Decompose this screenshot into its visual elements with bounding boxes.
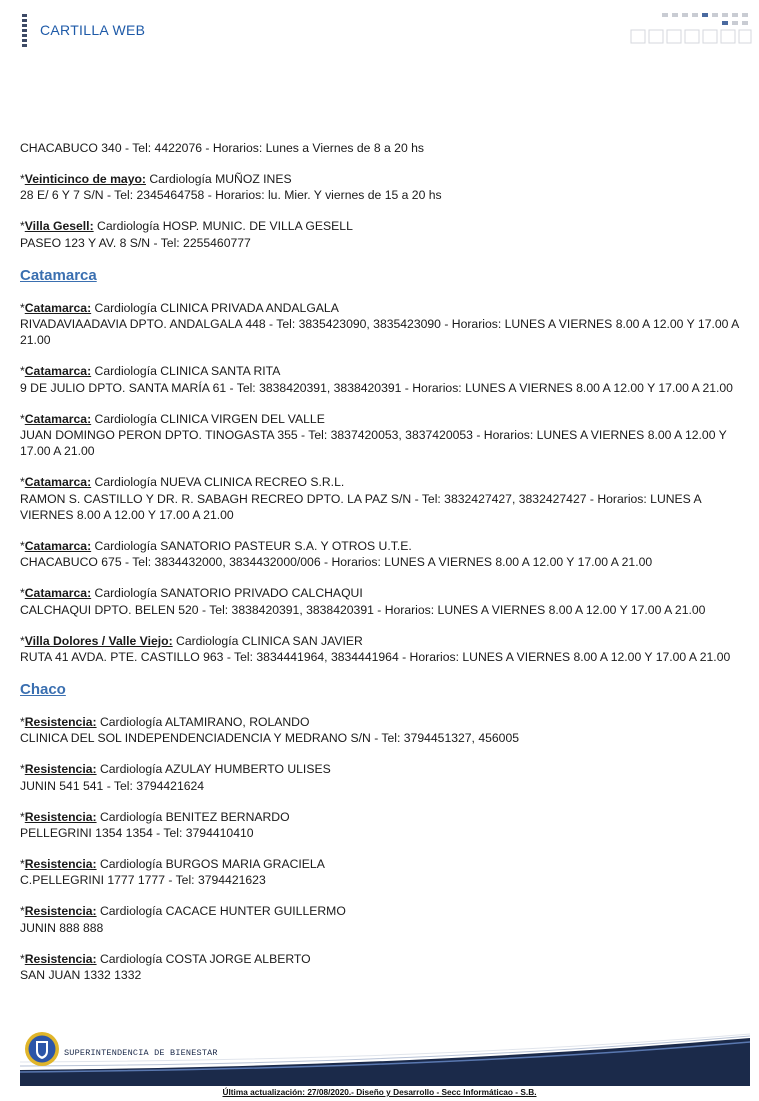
provider-name: Cardiología MUÑOZ INES: [149, 171, 292, 186]
provider-address: C.PELLEGRINI 1777 1777 - Tel: 3794421623: [20, 873, 266, 888]
section-heading-catamarca: Catamarca: [20, 266, 97, 284]
provider-entry: *Resistencia: Cardiología ALTAMIRANO, ROLANDO CLINICA DEL SOL INDEPENDENCIADENCIA Y MEDRANO S/N - Tel: 3794451327, 456005: [20, 714, 745, 747]
provider-name: Cardiología AZULAY HUMBERTO ULISES: [99, 762, 331, 777]
header-grid-decoration: [630, 12, 752, 46]
provider-locality: Resistencia:: [24, 714, 97, 729]
provider-entry: *Catamarca: Cardiología NUEVA CLINICA RECREO S.R.L. RAMON S. CASTILLO Y DR. R. SABAGH RECREO DPTO. LA PAZ S/N - Tel: 3832427427, 3832427427 - Horarios: LUNES A VIERNES 8.00 A 12.00 Y 17.00 A 21.00: [20, 474, 745, 523]
page-footer: [0, 1028, 759, 1101]
provider-name: Cardiología ALTAMIRANO, ROLANDO: [99, 714, 310, 729]
provider-address: CHACABUCO 340 - Tel: 4422076 - Horarios: Lunes a Viernes de 8 a 20 hs: [20, 141, 424, 155]
provider-entry: *Catamarca: Cardiología CLINICA PRIVADA ANDALGALA RIVADAVIAADAVIA DPTO. ANDALGALA 448 - Tel: 3835423090, 3835423090 - Horarios: LUNES A VIERNES 8.00 A 12.00 Y 17.00 A 21.00: [20, 300, 745, 349]
provider-locality: Catamarca:: [24, 539, 92, 553]
provider-name: Cardiología COSTA JORGE ALBERTO: [99, 951, 311, 966]
footer-update-note: Última actualización: 27/08/2020.- Diseño y Desarrollo - Secc Informáticao - S.B.: [222, 1087, 537, 1097]
provider-address: RUTA 41 AVDA. PTE. CASTILLO 963 - Tel: 3834441964, 3834441964 - Horarios: LUNES A VIERNES 8.00 A 12.00 Y 17.00 A 21.00: [20, 650, 731, 665]
provider-address: CALCHAQUI DPTO. BELEN 520 - Tel: 3838420391, 3838420391 - Horarios: LUNES A VIERNES 8.00 A 12.00 Y 17.00 A 21.00: [20, 602, 706, 617]
page-header: [0, 0, 759, 60]
provider-address: PASEO 123 Y AV. 8 S/N - Tel: 2255460777: [20, 235, 251, 250]
provider-locality: Catamarca:: [24, 586, 92, 601]
provider-locality: Resistencia:: [24, 809, 97, 824]
footer-organization: SUPERINTENDENCIA DE BIENESTAR: [64, 1048, 218, 1058]
provider-address: RAMON S. CASTILLO Y DR. R. SABAGH RECREO DPTO. LA PAZ S/N - Tel: 3832427427, 3832427427 - Horarios: LUNES A VIERNES 8.00 A 12.00 Y 17.00 A 21.00: [20, 491, 701, 523]
provider-entry: *Resistencia: Cardiología CACACE HUNTER GUILLERMO JUNIN 888 888: [20, 903, 745, 936]
provider-locality: Catamarca:: [24, 475, 92, 490]
provider-entry: *Resistencia: Cardiología BENITEZ BERNARDO PELLEGRINI 1354 1354 - Tel: 3794410410: [20, 809, 745, 842]
provider-name: Cardiología CACACE HUNTER GUILLERMO: [99, 904, 346, 919]
section-heading-chaco: Chaco: [20, 680, 66, 698]
provider-name: Cardiología SANATORIO PRIVADO CALCHAQUI: [94, 586, 363, 601]
provider-name: Cardiología CLINICA PRIVADA ANDALGALA: [94, 300, 339, 315]
provider-entry: *Veinticinco de mayo: Cardiología MUÑOZ INES 28 E/ 6 Y 7 S/N - Tel: 2345464758 - Horarios: lu. Mier. Y viernes de 15 a 20 hs: [20, 171, 745, 204]
provider-directory: [20, 140, 745, 998]
provider-locality: Villa Gesell:: [24, 219, 94, 234]
provider-name: Cardiología SANATORIO PASTEUR S.A. Y OTROS U.T.E.: [94, 539, 412, 553]
provider-locality: Villa Dolores / Valle Viejo:: [24, 633, 173, 648]
provider-locality: Catamarca:: [24, 300, 92, 315]
provider-locality: Resistencia:: [24, 904, 97, 919]
provider-address: JUAN DOMINGO PERON DPTO. TINOGASTA 355 - Tel: 3837420053, 3837420053 - Horarios: LUNES A VIERNES 8.00 A 12.00 Y 17.00 A 21.00: [20, 427, 727, 459]
provider-name: Cardiología CLINICA SANTA RITA: [94, 364, 281, 379]
provider-address: 9 DE JULIO DPTO. SANTA MARÍA 61 - Tel: 3838420391, 3838420391 - Horarios: LUNES A VIERNES 8.00 A 12.00 Y 17.00 A 21.00: [20, 380, 733, 395]
provider-locality: Catamarca:: [24, 411, 92, 426]
provider-entry: *Villa Dolores / Valle Viejo: Cardiología CLINICA SAN JAVIER RUTA 41 AVDA. PTE. CASTILLO 963 - Tel: 3834441964, 3834441964 - Horarios: LUNES A VIERNES 8.00 A 12.00 Y 17.00 A 21.00: [20, 633, 745, 666]
superintendencia-logo: [24, 1031, 60, 1067]
provider-locality: Catamarca:: [24, 364, 92, 379]
provider-name: Cardiología BURGOS MARIA GRACIELA: [99, 856, 325, 871]
provider-address: JUNIN 541 541 - Tel: 3794421624: [20, 778, 205, 793]
provider-name: Cardiología HOSP. MUNIC. DE VILLA GESELL: [97, 219, 353, 234]
provider-entry: *Catamarca: Cardiología CLINICA SANTA RITA 9 DE JULIO DPTO. SANTA MARÍA 61 - Tel: 3838420391, 3838420391 - Horarios: LUNES A VIERNES 8.00 A 12.00 Y 17.00 A 21.00: [20, 363, 745, 396]
provider-address: CHACABUCO 675 - Tel: 3834432000, 3834432000/006 - Horarios: LUNES A VIERNES 8.00 A 12.00 Y 17.00 A 21.00: [20, 555, 653, 570]
provider-entry: *Resistencia: Cardiología AZULAY HUMBERTO ULISES JUNIN 541 541 - Tel: 3794421624: [20, 761, 745, 794]
provider-name: Cardiología CLINICA VIRGEN DEL VALLE: [94, 411, 325, 426]
provider-address: JUNIN 888 888: [20, 920, 104, 935]
provider-entry: *Catamarca: Cardiología CLINICA VIRGEN DEL VALLE JUAN DOMINGO PERON DPTO. TINOGASTA 355 - Tel: 3837420053, 3837420053 - Horarios: LUNES A VIERNES 8.00 A 12.00 Y 17.00 A 21.00: [20, 411, 745, 460]
provider-entry: *Resistencia: Cardiología COSTA JORGE ALBERTO SAN JUAN 1332 1332: [20, 951, 745, 984]
header-bar-icon: [22, 14, 27, 48]
provider-address: SAN JUAN 1332 1332: [20, 967, 142, 982]
provider-entry: [20, 140, 745, 156]
provider-address: 28 E/ 6 Y 7 S/N - Tel: 2345464758 - Horarios: lu. Mier. Y viernes de 15 a 20 hs: [20, 188, 442, 203]
provider-name: Cardiología NUEVA CLINICA RECREO S.R.L.: [94, 475, 345, 490]
provider-locality: Veinticinco de mayo:: [24, 171, 146, 186]
provider-address: PELLEGRINI 1354 1354 - Tel: 3794410410: [20, 825, 254, 840]
provider-address: RIVADAVIAADAVIA DPTO. ANDALGALA 448 - Tel: 3835423090, 3835423090 - Horarios: LUNES A VIERNES 8.00 A 12.00 Y 17.00 A 21.00: [20, 316, 739, 348]
provider-name: Cardiología BENITEZ BERNARDO: [99, 809, 290, 824]
provider-locality: Resistencia:: [24, 951, 97, 966]
provider-entry: *Villa Gesell: Cardiología HOSP. MUNIC. DE VILLA GESELL PASEO 123 Y AV. 8 S/N - Tel: 2255460777: [20, 218, 745, 251]
provider-entry: *Resistencia: Cardiología BURGOS MARIA GRACIELA C.PELLEGRINI 1777 1777 - Tel: 3794421623: [20, 856, 745, 889]
provider-entry: *Catamarca: Cardiología SANATORIO PASTEUR S.A. Y OTROS U.T.E. CHACABUCO 675 - Tel: 3834432000, 3834432000/006 - Horarios: LUNES A VIERNES 8.00 A 12.00 Y 17.00 A 21.00: [20, 538, 745, 571]
provider-address: CLINICA DEL SOL INDEPENDENCIADENCIA Y MEDRANO S/N - Tel: 3794451327, 456005: [20, 731, 519, 746]
provider-locality: Resistencia:: [24, 856, 97, 871]
provider-entry: *Catamarca: Cardiología SANATORIO PRIVADO CALCHAQUI CALCHAQUI DPTO. BELEN 520 - Tel: 3838420391, 3838420391 - Horarios: LUNES A VIERNES 8.00 A 12.00 Y 17.00 A 21.00: [20, 585, 745, 618]
header-title: CARTILLA WEB: [40, 22, 146, 38]
provider-name: Cardiología CLINICA SAN JAVIER: [176, 633, 363, 648]
footer-banner: [20, 1028, 750, 1088]
provider-locality: Resistencia:: [24, 762, 97, 777]
